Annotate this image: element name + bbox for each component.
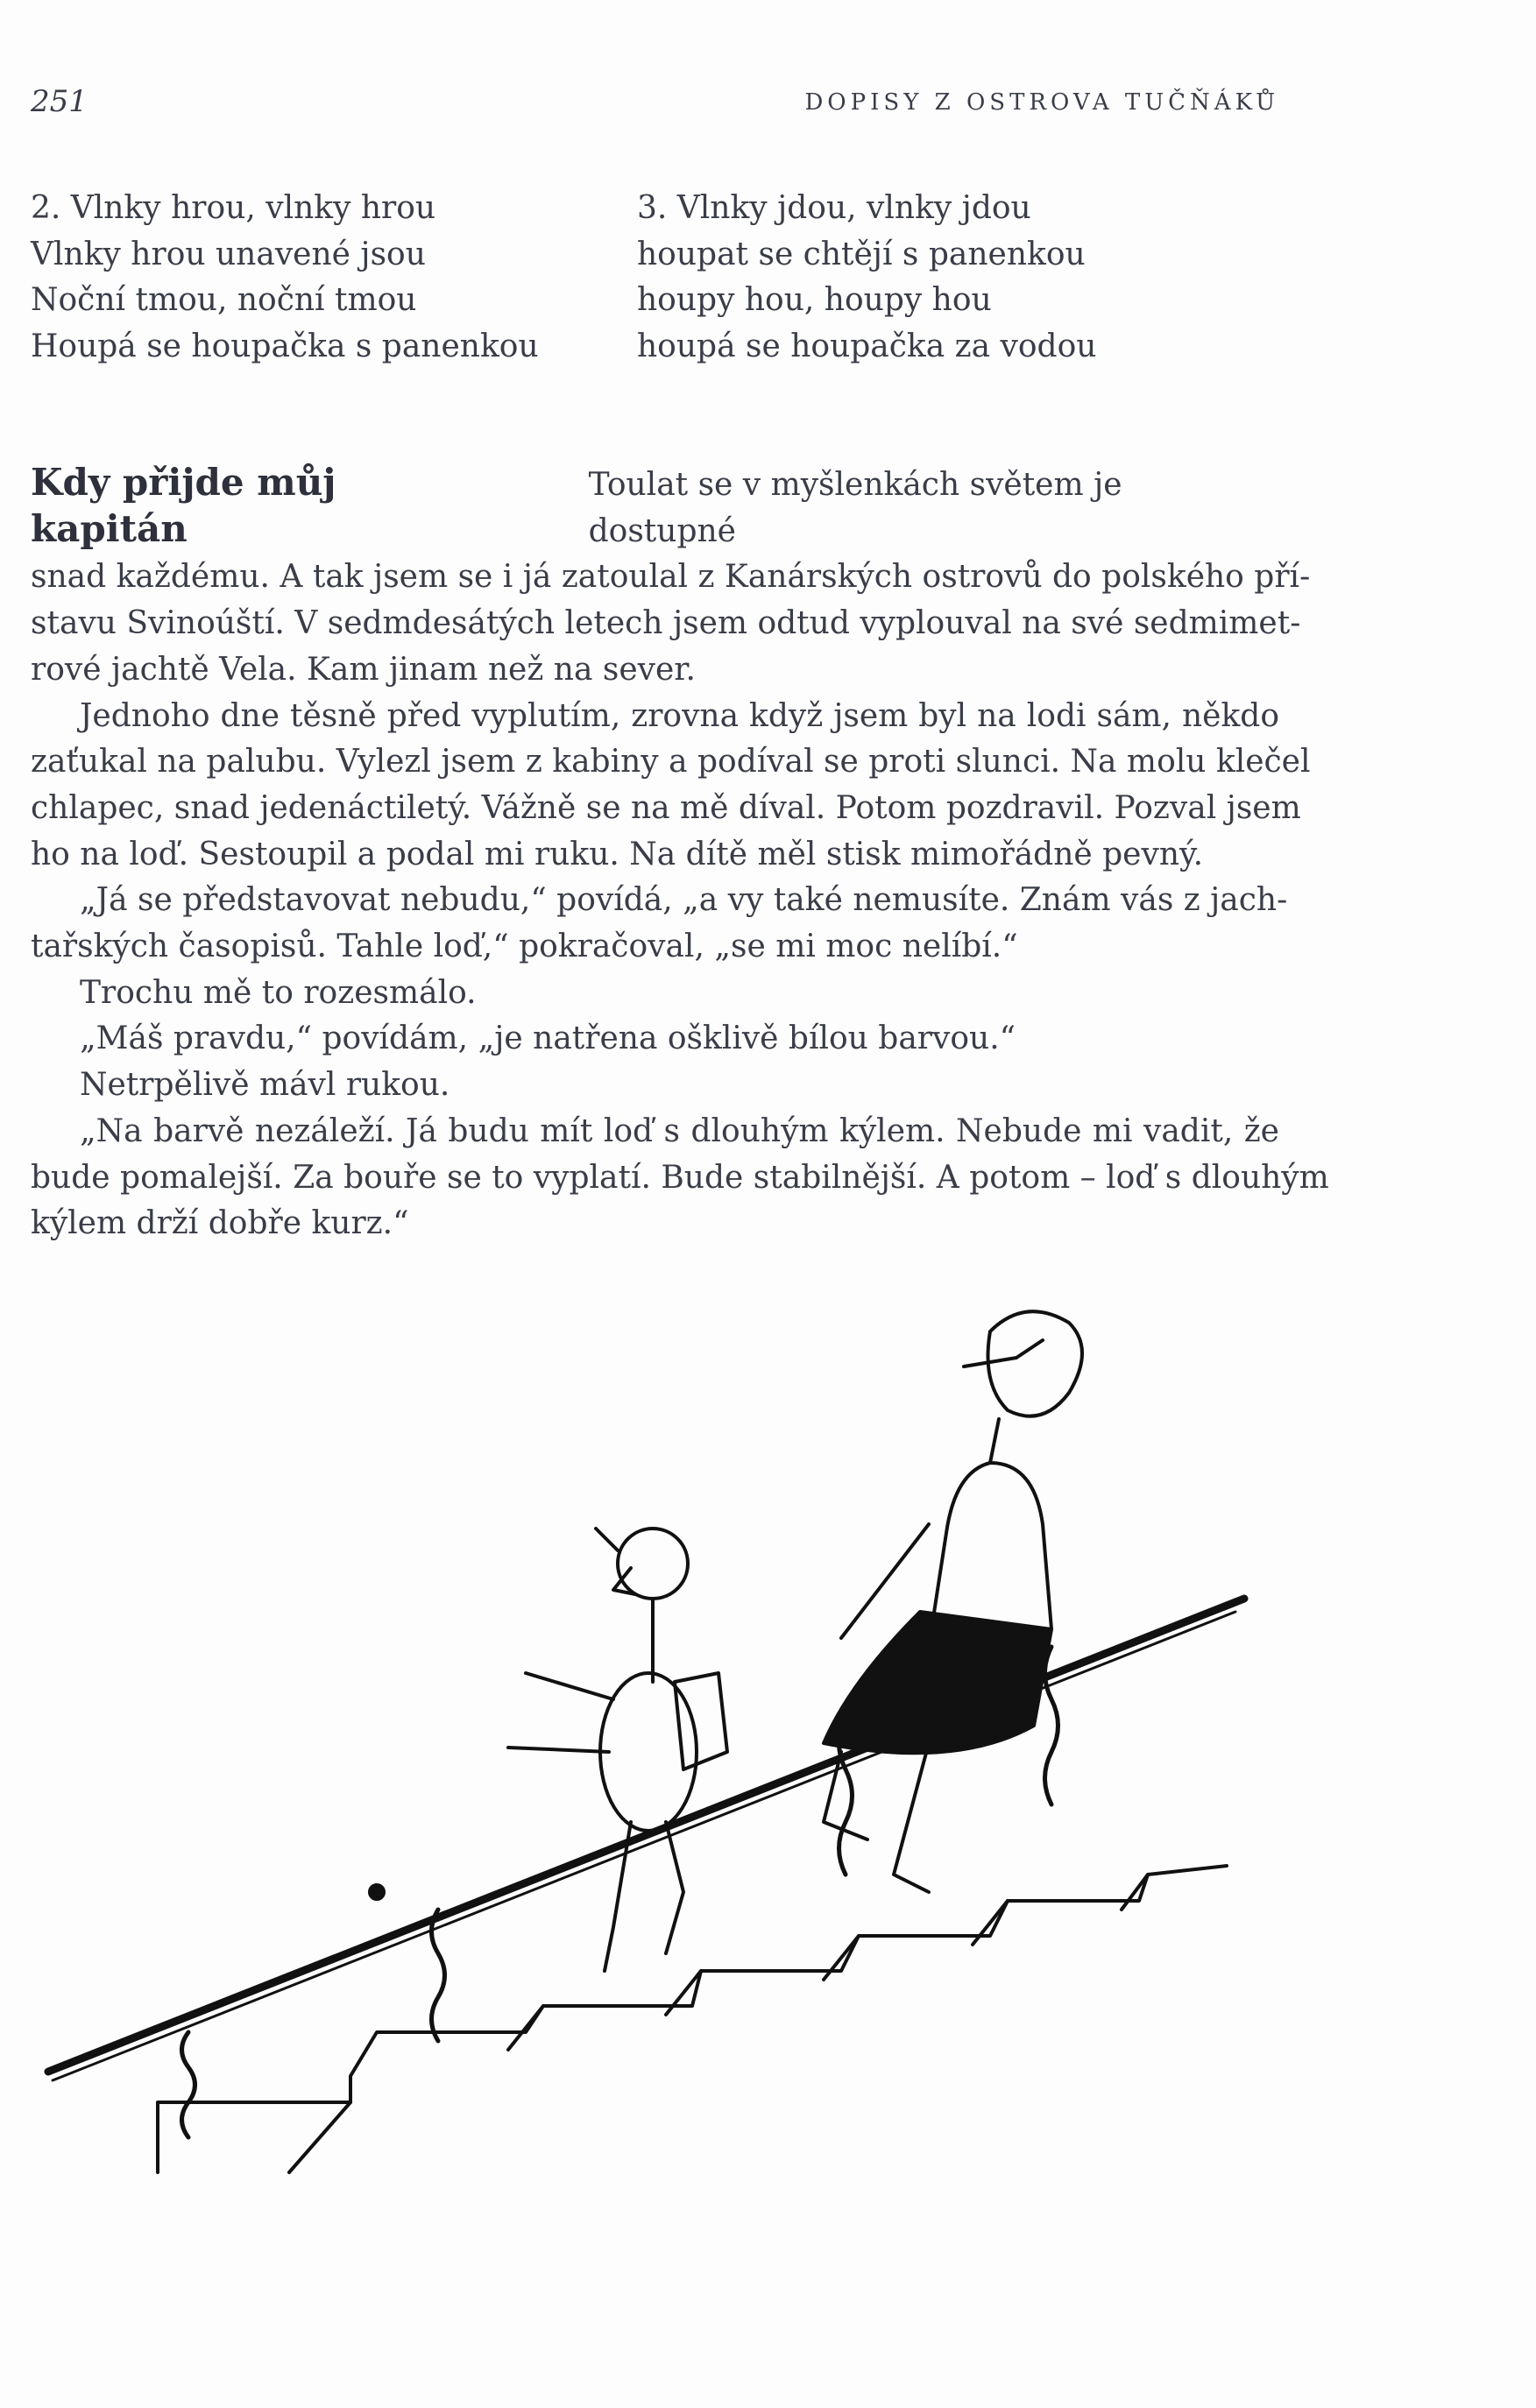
man-figure: [824, 1311, 1082, 1892]
first-line-text: Toulat se v myšlenkách světem je dostupné: [588, 467, 1122, 549]
text-line: „Já se představovat nebudu,“ povídá, „a vy také nemusíte. Znám vás z jach-: [80, 882, 1288, 919]
first-line: [31, 460, 1279, 554]
staircase: [158, 1866, 1227, 2172]
verse-line: 3. Vlnky jdou, vlnky jdou: [637, 190, 1031, 226]
text-line: Jednoho dne těsně před vyplutím, zrovna když jsem byl na lodi sám, někdo: [80, 697, 1279, 734]
text-line: chlapec, snad jedenáctiletý. Vážně se na mě díval. Potom pozdravil. Pozval jsem: [31, 789, 1301, 826]
verse-line: houpat se chtějí s panenkou: [637, 236, 1086, 272]
text-line: bude pomalejší. Za bouře se to vyplatí. Bude stabilnější. A potom – loď s dlouhým: [31, 1159, 1329, 1196]
section-body: [31, 460, 1329, 1247]
verse-line: 2. Vlnky hrou, vlnky hrou: [31, 190, 436, 226]
verse-line: houpá se houpačka za vodou: [637, 328, 1097, 365]
verse-left: [31, 186, 539, 371]
text-line: Trochu mě to rozesmálo.: [80, 974, 477, 1011]
verse-line: Noční tmou, noční tmou: [31, 282, 417, 319]
verse-line: Vlnky hrou unavené jsou: [31, 236, 426, 272]
verse-line: Houpá se houpačka s panenkou: [31, 328, 539, 365]
boy-figure: [508, 1529, 727, 1971]
text-line: Netrpělivě mávl rukou.: [80, 1067, 450, 1104]
running-header: DOPISY Z OSTROVA TUČŇÁKŮ: [804, 89, 1279, 116]
text-line: kýlem drží dobře kurz.“: [31, 1205, 409, 1242]
illustration: [0, 1261, 1536, 2207]
text-line: „Máš pravdu,“ povídám, „je natřena ošklivě bílou barvou.“: [80, 1020, 1016, 1057]
text-line: rové jachtě Vela. Kam jinam než na sever.: [31, 651, 696, 688]
verse-line: houpy hou, houpy hou: [637, 282, 992, 319]
text-line: zaťukal na palubu. Vylezl jsem z kabiny a podíval se proti slunci. Na molu klečel: [31, 744, 1311, 780]
paragraphs: [31, 554, 1329, 1247]
text-line: „Na barvě nezáleží. Já budu mít loď s dlouhým kýlem. Nebude mi vadit, že: [80, 1112, 1279, 1149]
verse-right: [637, 186, 1096, 371]
section-heading: Kdy přijde můj kapitán: [31, 461, 336, 550]
text-line: tařských časopisů. Tahle loď,“ pokračoval, „se mi moc nelíbí.“: [31, 929, 1018, 965]
handrail: [48, 1599, 1244, 2080]
text-line: stavu Svinoúští. V sedmdesátých letech jsem odtud vyplouval na své sedmimet-: [31, 605, 1301, 642]
page-number: 251: [31, 84, 88, 119]
text-line: snad každému. A tak jsem se i já zatoulal z Kanárských ostrovů do polského pří-: [31, 559, 1311, 596]
text-line: ho na loď. Sestoupil a podal mi ruku. Na dítě měl stisk mimořádně pevný.: [31, 836, 1204, 872]
